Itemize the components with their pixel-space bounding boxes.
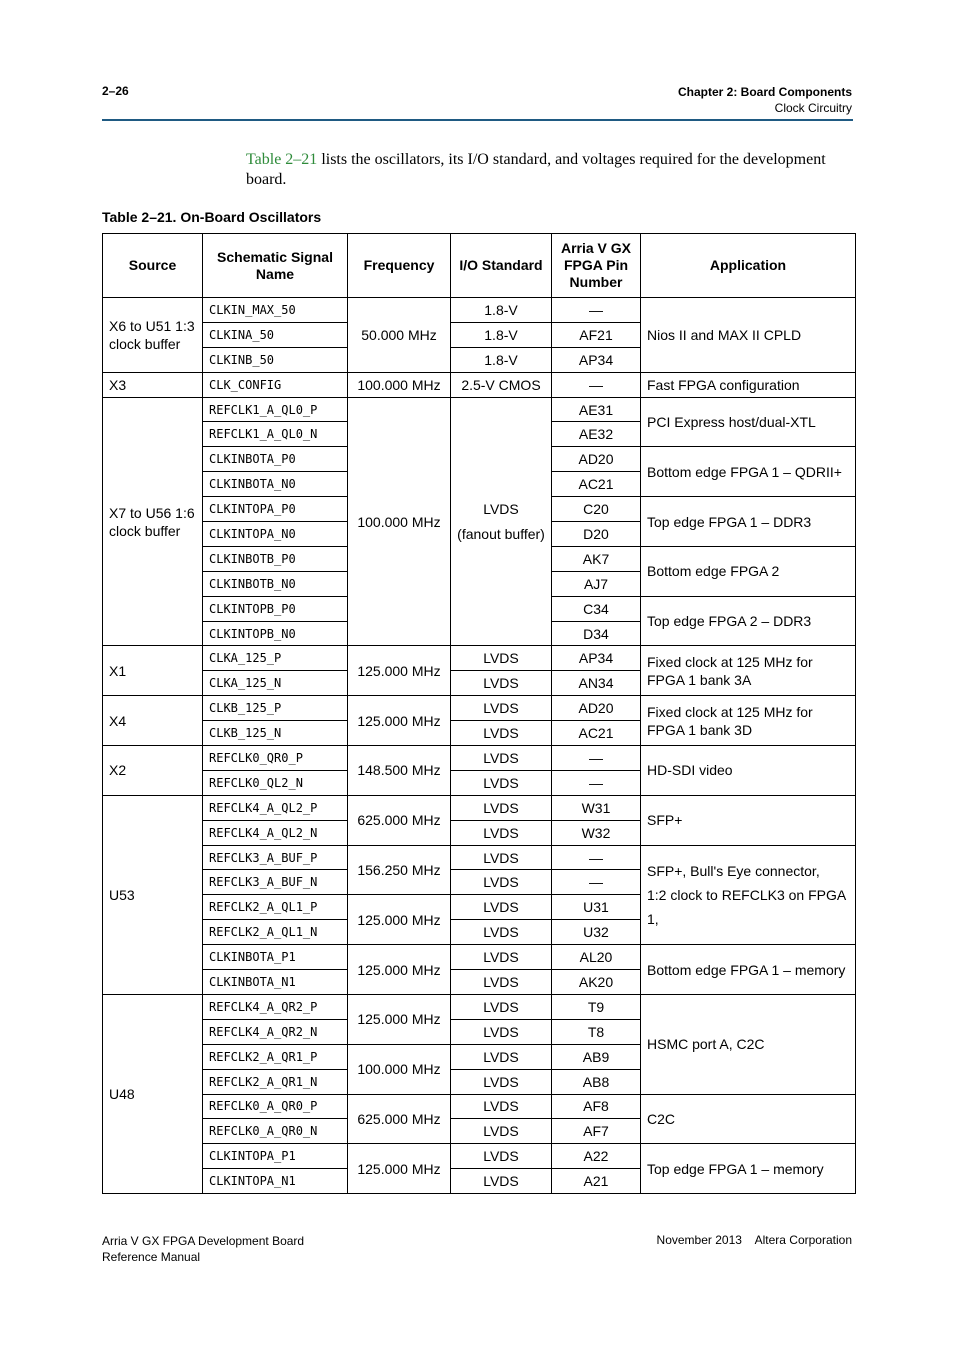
frequency-cell: 625.000 MHz xyxy=(348,1094,451,1144)
intro-text: lists the oscillators, its I/O standard, and voltages required for the development board. xyxy=(246,151,826,188)
frequency-cell: 625.000 MHz xyxy=(348,795,451,845)
pin-cell: C20 xyxy=(552,497,641,522)
pin-cell: U32 xyxy=(552,920,641,945)
signal-cell: REFCLK0_A_QR0_P xyxy=(203,1094,348,1119)
pin-cell: AL20 xyxy=(552,945,641,970)
application-cell: Fixed clock at 125 MHz for FPGA 1 bank 3D xyxy=(641,696,856,746)
pin-cell: AE32 xyxy=(552,422,641,447)
frequency-cell: 100.000 MHz xyxy=(348,397,451,646)
signal-cell: REFCLK1_A_QL0_P xyxy=(203,397,348,422)
table-row xyxy=(103,1144,856,1169)
io-standard-cell: LVDS xyxy=(451,721,552,746)
pin-cell: AF21 xyxy=(552,322,641,347)
oscillators-table xyxy=(102,233,856,1194)
application-cell: Top edge FPGA 1 – DDR3 xyxy=(641,497,856,547)
signal-cell: REFCLK4_A_QR2_N xyxy=(203,1019,348,1044)
application-cell: PCI Express host/dual-XTL xyxy=(641,397,856,447)
signal-cell: CLKINTOPB_P0 xyxy=(203,596,348,621)
signal-cell: REFCLK3_A_BUF_N xyxy=(203,870,348,895)
doc-subtitle: Reference Manual xyxy=(102,1250,201,1264)
signal-cell: REFCLK3_A_BUF_P xyxy=(203,845,348,870)
application-cell: Nios II and MAX II CPLD xyxy=(641,298,856,373)
signal-cell: CLKINBOTB_N0 xyxy=(203,571,348,596)
pin-cell: AN34 xyxy=(552,671,641,696)
source-cell: U48 xyxy=(103,994,203,1193)
pin-cell: D34 xyxy=(552,621,641,646)
pin-cell: AC21 xyxy=(552,472,641,497)
pin-cell: — xyxy=(552,372,641,397)
pin-cell: — xyxy=(552,870,641,895)
pin-cell: A22 xyxy=(552,1144,641,1169)
signal-cell: CLK_CONFIG xyxy=(203,372,348,397)
doc-title: Arria V GX FPGA Development Board xyxy=(102,1234,305,1248)
table-row xyxy=(103,696,856,721)
io-standard-note: (fanout buffer) xyxy=(457,525,545,542)
signal-cell: CLKINTOPA_N0 xyxy=(203,522,348,547)
io-standard-cell: LVDS xyxy=(451,1069,552,1094)
io-standard-cell: LVDS xyxy=(451,820,552,845)
table-row xyxy=(103,746,856,771)
pin-cell: C34 xyxy=(552,596,641,621)
pin-cell: D20 xyxy=(552,522,641,547)
footer-document-title xyxy=(102,1233,304,1265)
frequency-cell: 125.000 MHz xyxy=(348,945,451,995)
frequency-cell: 100.000 MHz xyxy=(348,372,451,397)
io-standard-cell xyxy=(451,397,552,646)
signal-cell: REFCLK0_QR0_P xyxy=(203,746,348,771)
io-standard-cell: LVDS xyxy=(451,1044,552,1069)
table-row xyxy=(103,795,856,820)
signal-cell: CLKA_125_N xyxy=(203,671,348,696)
signal-cell: REFCLK1_A_QL0_N xyxy=(203,422,348,447)
pin-cell: U31 xyxy=(552,895,641,920)
footer-date-company: November 2013 Altera Corporation xyxy=(656,1233,852,1247)
io-standard-cell: LVDS xyxy=(451,845,552,870)
pin-cell: W32 xyxy=(552,820,641,845)
column-header: Source xyxy=(103,234,203,298)
signal-cell: CLKINBOTB_P0 xyxy=(203,546,348,571)
pin-cell: AD20 xyxy=(552,696,641,721)
source-cell: X1 xyxy=(103,646,203,696)
io-standard-cell: LVDS xyxy=(451,671,552,696)
frequency-cell: 50.000 MHz xyxy=(348,298,451,373)
pin-cell: AF7 xyxy=(552,1119,641,1144)
table-row xyxy=(103,994,856,1019)
application-cell: Fast FPGA configuration xyxy=(641,372,856,397)
signal-cell: CLKINBOTA_N0 xyxy=(203,472,348,497)
pin-cell: AD20 xyxy=(552,447,641,472)
signal-cell: REFCLK2_A_QL1_N xyxy=(203,920,348,945)
io-standard-cell: LVDS xyxy=(451,696,552,721)
io-standard-cell: LVDS xyxy=(451,945,552,970)
frequency-cell: 125.000 MHz xyxy=(348,994,451,1044)
signal-cell: CLKINBOTA_P0 xyxy=(203,447,348,472)
pin-cell: AK20 xyxy=(552,970,641,995)
pin-cell: AJ7 xyxy=(552,571,641,596)
io-standard-cell: LVDS xyxy=(451,895,552,920)
io-standard-cell: LVDS xyxy=(451,994,552,1019)
frequency-cell: 125.000 MHz xyxy=(348,895,451,945)
signal-cell: CLKINB_50 xyxy=(203,347,348,372)
pin-cell: T9 xyxy=(552,994,641,1019)
io-standard-cell: 1.8-V xyxy=(451,347,552,372)
running-header xyxy=(678,84,852,116)
frequency-cell: 156.250 MHz xyxy=(348,845,451,895)
table-row xyxy=(103,298,856,323)
signal-cell: REFCLK0_QL2_N xyxy=(203,770,348,795)
application-cell: Bottom edge FPGA 1 – memory xyxy=(641,945,856,995)
source-cell: X6 to U51 1:3 clock buffer xyxy=(103,298,203,373)
application-cell: Bottom edge FPGA 1 – QDRII+ xyxy=(641,447,856,497)
signal-cell: REFCLK4_A_QR2_P xyxy=(203,994,348,1019)
signal-cell: CLKINA_50 xyxy=(203,322,348,347)
intro-paragraph xyxy=(246,150,826,190)
frequency-cell: 125.000 MHz xyxy=(348,1144,451,1194)
signal-cell: REFCLK4_A_QL2_P xyxy=(203,795,348,820)
signal-cell: CLKINBOTA_P1 xyxy=(203,945,348,970)
io-standard-cell: LVDS xyxy=(451,646,552,671)
io-standard-cell: LVDS xyxy=(451,970,552,995)
application-cell: SFP+ xyxy=(641,795,856,845)
pin-cell: — xyxy=(552,746,641,771)
column-header: Application xyxy=(641,234,856,298)
application-cell xyxy=(641,845,856,945)
pin-cell: AC21 xyxy=(552,721,641,746)
io-standard-cell: LVDS xyxy=(451,1019,552,1044)
application-line: SFP+, Bull's Eye connector, xyxy=(647,862,820,879)
application-cell: Bottom edge FPGA 2 xyxy=(641,546,856,596)
column-header: Schematic Signal Name xyxy=(203,234,348,298)
table-row xyxy=(103,372,856,397)
table-row xyxy=(103,397,856,422)
table-row xyxy=(103,945,856,970)
pin-cell: AE31 xyxy=(552,397,641,422)
signal-cell: CLKIN_MAX_50 xyxy=(203,298,348,323)
column-header: Frequency xyxy=(348,234,451,298)
source-cell: U53 xyxy=(103,795,203,994)
application-cell: Top edge FPGA 1 – memory xyxy=(641,1144,856,1194)
io-standard-cell: LVDS xyxy=(451,770,552,795)
source-cell: X2 xyxy=(103,746,203,796)
io-standard-cell: LVDS xyxy=(451,920,552,945)
signal-cell: CLKB_125_P xyxy=(203,696,348,721)
application-cell: HD-SDI video xyxy=(641,746,856,796)
io-standard-cell: LVDS xyxy=(451,1169,552,1194)
pin-cell: AK7 xyxy=(552,546,641,571)
pin-cell: T8 xyxy=(552,1019,641,1044)
source-cell: X3 xyxy=(103,372,203,397)
io-standard-cell: 1.8-V xyxy=(451,322,552,347)
signal-cell: REFCLK2_A_QL1_P xyxy=(203,895,348,920)
column-header: Arria V GX FPGA Pin Number xyxy=(552,234,641,298)
io-standard-cell: LVDS xyxy=(451,746,552,771)
io-standard-cell: LVDS xyxy=(451,870,552,895)
io-standard-cell: 2.5-V CMOS xyxy=(451,372,552,397)
column-header: I/O Standard xyxy=(451,234,552,298)
source-cell: X7 to U56 1:6 clock buffer xyxy=(103,397,203,646)
signal-cell: CLKINTOPA_N1 xyxy=(203,1169,348,1194)
signal-cell: CLKINTOPA_P0 xyxy=(203,497,348,522)
header-rule xyxy=(102,119,853,121)
signal-cell: REFCLK2_A_QR1_P xyxy=(203,1044,348,1069)
io-standard-line: LVDS xyxy=(483,500,519,517)
pin-cell: — xyxy=(552,845,641,870)
table-row xyxy=(103,845,856,870)
pin-cell: AP34 xyxy=(552,646,641,671)
signal-cell: REFCLK2_A_QR1_N xyxy=(203,1069,348,1094)
source-cell: X4 xyxy=(103,696,203,746)
frequency-cell: 125.000 MHz xyxy=(348,696,451,746)
page-number: 2–26 xyxy=(102,84,129,98)
pin-cell: A21 xyxy=(552,1169,641,1194)
table-row xyxy=(103,1094,856,1119)
section-title: Clock Circuitry xyxy=(774,101,852,115)
signal-cell: REFCLK0_A_QR0_N xyxy=(203,1119,348,1144)
pin-cell: AB9 xyxy=(552,1044,641,1069)
application-cell: HSMC port A, C2C xyxy=(641,994,856,1094)
signal-cell: REFCLK4_A_QL2_N xyxy=(203,820,348,845)
io-standard-cell: LVDS xyxy=(451,1119,552,1144)
table-reference-link[interactable]: Table 2–21 xyxy=(246,151,318,168)
frequency-cell: 125.000 MHz xyxy=(348,646,451,696)
application-cell: Top edge FPGA 2 – DDR3 xyxy=(641,596,856,646)
io-standard-cell: 1.8-V xyxy=(451,298,552,323)
application-cell: C2C xyxy=(641,1094,856,1144)
application-line: 1:2 clock to REFCLK3 on FPGA 1, xyxy=(647,886,846,927)
table-row xyxy=(103,646,856,671)
io-standard-cell: LVDS xyxy=(451,1144,552,1169)
pin-cell: AP34 xyxy=(552,347,641,372)
frequency-cell: 100.000 MHz xyxy=(348,1044,451,1094)
signal-cell: CLKINTOPA_P1 xyxy=(203,1144,348,1169)
pin-cell: AB8 xyxy=(552,1069,641,1094)
pin-cell: AF8 xyxy=(552,1094,641,1119)
pin-cell: — xyxy=(552,770,641,795)
signal-cell: CLKB_125_N xyxy=(203,721,348,746)
signal-cell: CLKA_125_P xyxy=(203,646,348,671)
io-standard-cell: LVDS xyxy=(451,1094,552,1119)
signal-cell: CLKINBOTA_N1 xyxy=(203,970,348,995)
application-cell: Fixed clock at 125 MHz for FPGA 1 bank 3A xyxy=(641,646,856,696)
chapter-title: Chapter 2: Board Components xyxy=(677,85,852,99)
table-header-row xyxy=(103,234,856,298)
table-caption: Table 2–21. On-Board Oscillators xyxy=(102,209,322,225)
signal-cell: CLKINTOPB_N0 xyxy=(203,621,348,646)
io-standard-cell: LVDS xyxy=(451,795,552,820)
pin-cell: W31 xyxy=(552,795,641,820)
frequency-cell: 148.500 MHz xyxy=(348,746,451,796)
pin-cell: — xyxy=(552,298,641,323)
